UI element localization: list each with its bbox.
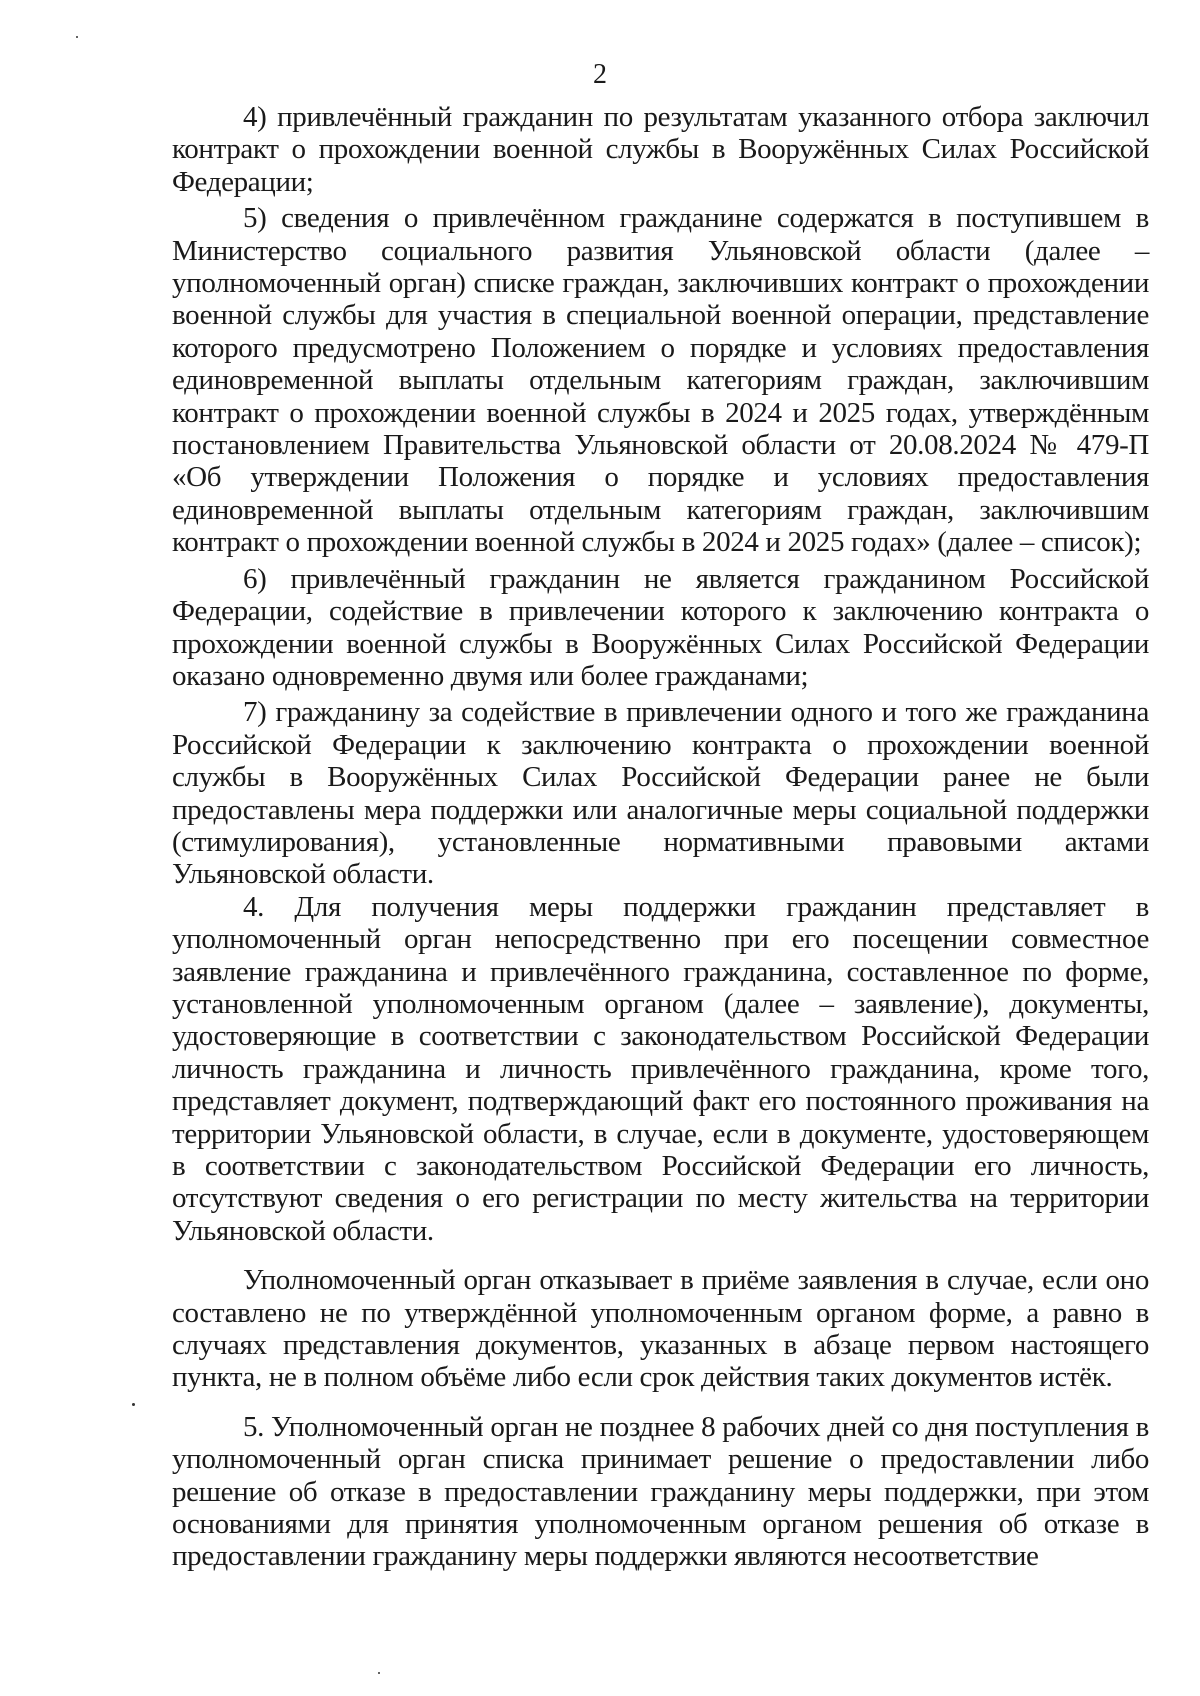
page-number: 2 [593, 59, 607, 90]
paragraph-clause-5: 5. Уполномоченный орган не позднее 8 рабочих дней со дня поступления в уполномоченный орган списка принимает решение о предоставлении либо решение об отказе в предоставлении гражданину меры поддержки, при этом основаниями для принятия уполномоченным органом решения об отказе в предоставлении гражданину меры поддержки являются несоответствие [172, 1410, 1149, 1573]
paragraph-item-7: 7) гражданину за содействие в привлечении одного и того же гражданина Российской Федерации к заключению контракта о прохождении военной службы в Вооружённых Силах Российской Федерации ранее не были предоставлены мера поддержки или аналогичные меры социальной поддержки (стимулирования), установленные нормативными правовыми актами Ульяновской области. [172, 696, 1149, 891]
scan-speck [378, 1672, 380, 1674]
scan-speck [76, 36, 78, 38]
document-body [172, 101, 1149, 1573]
scan-speck [132, 1403, 135, 1406]
paragraph-clause-4: 4. Для получения меры поддержки гражданин представляет в уполномоченный орган непосредственно при его посещении совместное заявление гражданина и привлечённого гражданина, составленное по форме, установленной уполномоченным органом (далее – заявление), документы, удостоверяющие в соответствии с законодательством Российской Федерации личность гражданина и личность привлечённого гражданина, кроме того, представляет документ, подтверждающий факт его постоянного проживания на территории Ульяновской области, в случае, если в документе, удостоверяющем в соответствии с законодательством Российской Федерации его личность, отсутствуют сведения о его регистрации по месту жительства на территории Ульяновской области. [172, 890, 1149, 1247]
paragraph-refusal: Уполномоченный орган отказывает в приёме заявления в случае, если оно составлено не по утверждённой уполномоченным органом форме, а равно в случаях представления документов, указанных в абзаце первом настоящего пункта, не в полном объёме либо если срок действия таких документов истёк. [172, 1264, 1149, 1394]
paragraph-item-5: 5) сведения о привлечённом гражданине содержатся в поступившем в Министерство социального развития Ульяновской области (далее – уполномоченный орган) списке граждан, заключивших контракт о прохождении военной службы для участия в специальной военной операции, представление которого предусмотрено Положением о порядке и условиях предоставления единовременной выплаты отдельным категориям граждан, заключившим контракт о прохождении военной службы в 2024 и 2025 годах, утверждённым постановлением Правительства Ульяновской области от 20.08.2024 № 479-П «Об утверждении Положения о порядке и условиях предоставления единовременной выплаты отдельным категориям граждан, заключившим контракт о прохождении военной службы в 2024 и 2025 годах» (далее – список); [172, 202, 1149, 559]
paragraph-item-4: 4) привлечённый гражданин по результатам указанного отбора заключил контракт о прохождении военной службы в Вооружённых Силах Российской Федерации; [172, 101, 1149, 198]
paragraph-item-6: 6) привлечённый гражданин не является гражданином Российской Федерации, содействие в привлечении которого к заключению контракта о прохождении военной службы в Вооружённых Силах Российской Федерации оказано одновременно двумя или более гражданами; [172, 562, 1149, 692]
